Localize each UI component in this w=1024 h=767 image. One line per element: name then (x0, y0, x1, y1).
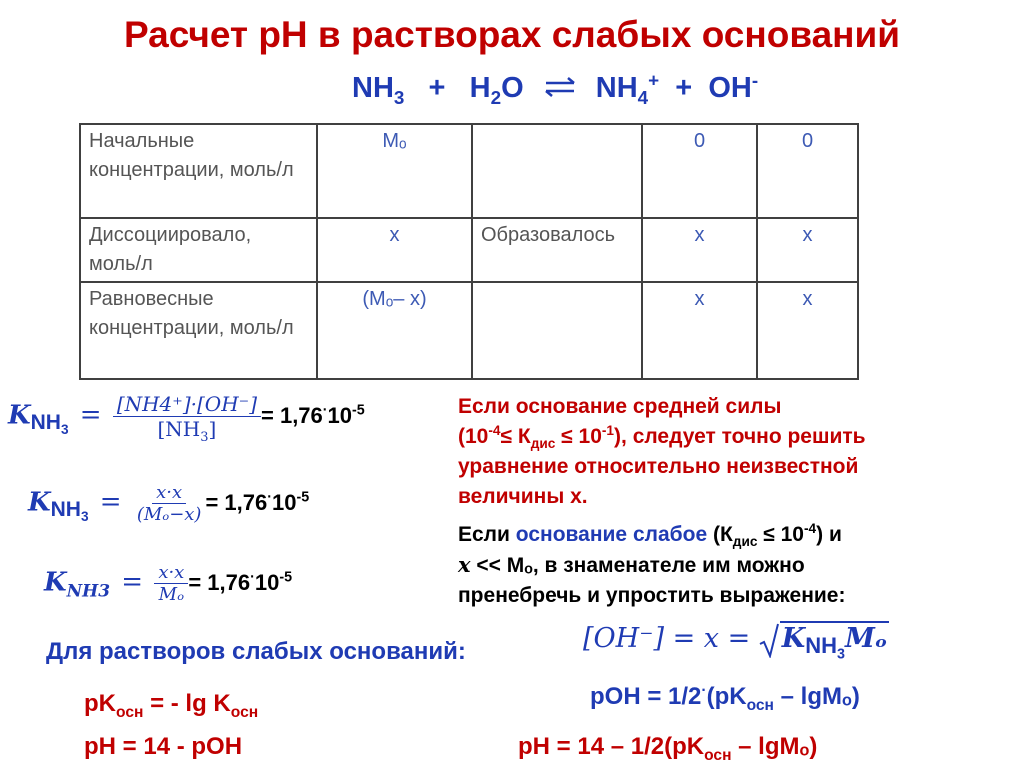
page-title: Расчет pH в растворах слабых оснований (123, 14, 901, 55)
table-cell: (Mₒ– x) (317, 282, 472, 379)
equilibrium-arrows-icon (540, 73, 580, 106)
table-cell: Образовалось (472, 218, 642, 282)
product-oh: OH- (708, 69, 759, 104)
formula-oh-concentration: $[OH^-] = x = K_{NH_3}M_o$ (583, 623, 888, 663)
table-cell: 0 (642, 124, 757, 218)
note-weak-base: Если основание слабое $(К_{дис} \le 10^{-4})$ и x << Mₒ, в знаменателе им можно пренебречь и упростить выражение: (458, 521, 846, 607)
table-cell: Mₒ (317, 124, 472, 218)
table-cell: 0 (757, 124, 858, 218)
row-label: Начальные концентрации, моль/л (80, 124, 317, 218)
formula-kb-simplified: $K_{NH3}$ = $\frac{x\cdot x}{\text{Mₒ}}$ = $1,76^\cdot 10^{-5}$ (44, 562, 293, 605)
plus-sign-2: + (675, 72, 693, 104)
concentration-table (79, 123, 859, 380)
pk-formula: $pK_{осн}$ = - $\lg K_{осн}$ (84, 690, 259, 721)
formula-kb-concentrations: $K_{NH_3}$ = $\frac{[NH4^+]\cdot[OH^-]}{[NH_3]}$ = $1,76^\cdot 10^{-5}$ (8, 392, 365, 445)
row-label: Равновесные концентрации, моль/л (80, 282, 317, 379)
table-cell (472, 282, 642, 379)
table-row (80, 124, 858, 218)
table-cell: x (757, 282, 858, 379)
row-label: Диссоциировало, моль/л (80, 218, 317, 282)
table-cell (472, 124, 642, 218)
table-cell: x (757, 218, 858, 282)
square-root-icon (758, 622, 780, 658)
table-row (80, 218, 858, 282)
weak-base-heading: Для растворов слабых оснований: (46, 638, 466, 665)
table-cell: x (317, 218, 472, 282)
plus-sign: + (428, 72, 446, 104)
table-cell: x (642, 282, 757, 379)
reactant-nh3: $NH_3$ (352, 72, 405, 108)
product-nh4: $NH_4^+$ (595, 69, 660, 108)
formula-kb-x: $K_{NH_3}$ = $\frac{x\cdot x}{\text{(Mₒ−x)}}$ = $1,76^\cdot 10^{-5}$ (28, 482, 310, 525)
table-cell: x (642, 218, 757, 282)
ph-final-formula: pH = $14 - 1/2(pK_{осн} - \lg M_o)$ (518, 733, 818, 764)
poh-formula: pOH = $1/2^\cdot(pK_{осн} - \lg M_o)$ (590, 682, 860, 714)
note-medium-base: Если основание средней силы $(10^{-4}\le К_{дис} \le 10^{-1})$, следует точно решить уравнение относительно неизвестной величины x. (458, 395, 866, 508)
reaction-equation (352, 69, 759, 108)
table-row (80, 282, 858, 379)
ph-poh-formula: pH = 14 - pOH (84, 733, 243, 760)
reactant-h2o: $H_2O$ (469, 72, 524, 108)
